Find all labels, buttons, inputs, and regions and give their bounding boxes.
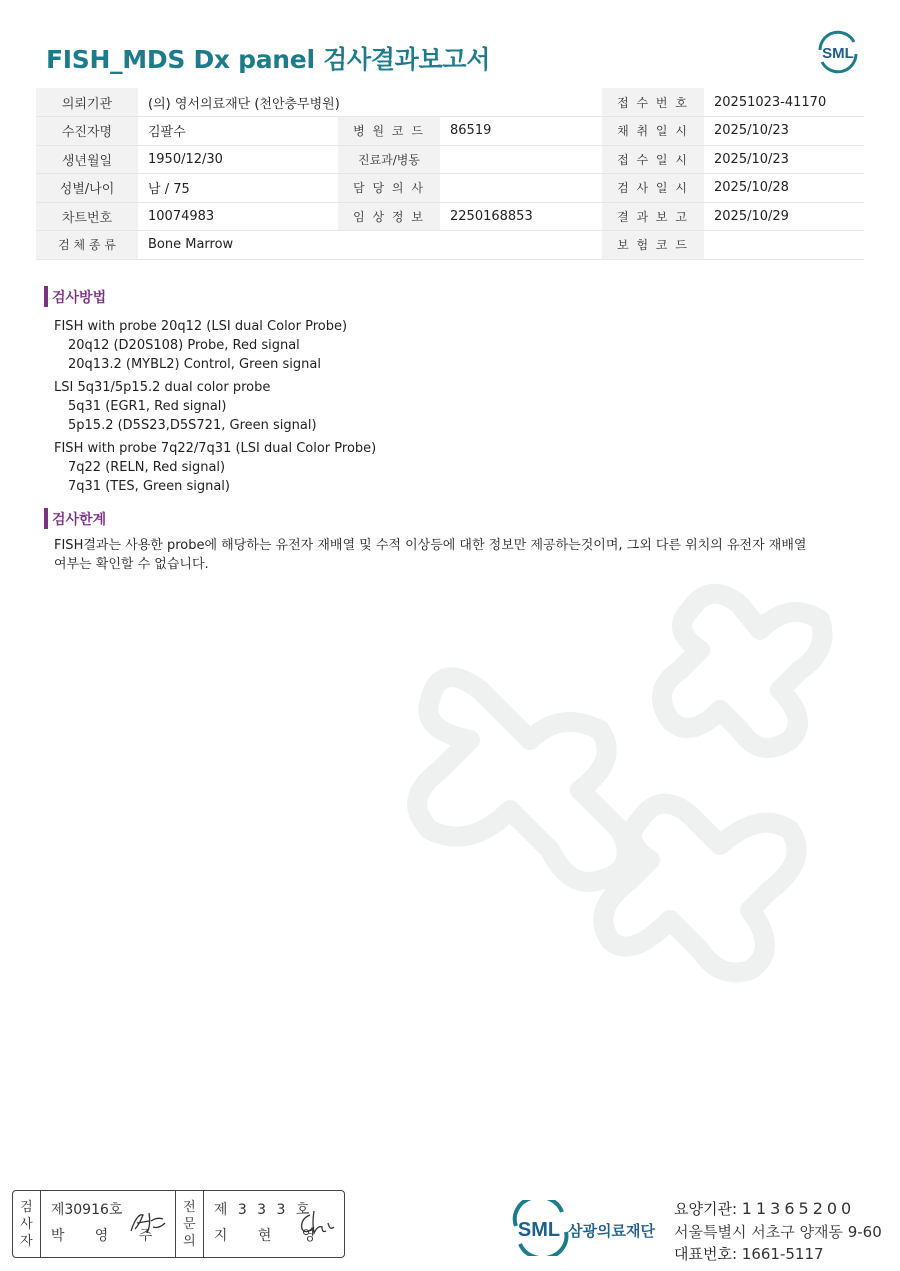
logo-text: SML (822, 45, 854, 62)
facility-code-line (674, 1198, 882, 1221)
limit-line: FISH결과는 사용한 probe에 해당하는 유전자 재배열 및 수적 이상등에 대한 정보만 제공하는것이며, 그외 다른 위치의 유전자 재배열 (54, 538, 807, 553)
tester-label-char: 사 (20, 1216, 33, 1232)
info-row (36, 202, 864, 231)
tester-name: 박 영 주 (50, 1228, 166, 1244)
value-sex-age: 남 / 75 (138, 174, 338, 203)
value-specimen: Bone Marrow (138, 231, 602, 260)
specialist-signature-icon (296, 1207, 336, 1237)
label-clinical-info: 임 상 정 보 (338, 202, 440, 231)
facility-code-value: 11365200 (741, 1199, 856, 1218)
tester-label-char: 자 (20, 1233, 33, 1249)
section-bar (44, 508, 48, 529)
value-hospital-code: 86519 (440, 117, 602, 146)
method-title: FISH with probe 20q12 (LSI dual Color Probe) (54, 319, 348, 334)
label-test-date: 검 사 일 시 (602, 174, 704, 203)
specialist-label-char: 문 (183, 1216, 196, 1232)
label-birth-date: 생년월일 (36, 145, 138, 174)
cross-watermark-icon (360, 560, 860, 1020)
method-line: 20q13.2 (MYBL2) Control, Green signal (68, 357, 321, 372)
label-collection-date: 채 취 일 시 (602, 117, 704, 146)
specialist-cell (204, 1191, 344, 1257)
sml-logo-icon (814, 28, 862, 76)
limit-heading (44, 508, 106, 529)
phone-value: 1661-5117 (741, 1245, 824, 1263)
label-receipt-no: 접 수 번 호 (602, 88, 704, 117)
value-doctor (440, 174, 602, 203)
value-result-report: 2025/10/29 (704, 202, 864, 231)
method-line: 5p15.2 (D5S23,D5S721, Green signal) (68, 418, 317, 433)
signature-box (12, 1190, 345, 1258)
tester-label-char: 검 (20, 1199, 33, 1215)
label-doctor: 담 당 의 사 (338, 174, 440, 203)
label-specimen: 검 체 종 류 (36, 231, 138, 260)
value-receipt-date: 2025/10/23 (704, 145, 864, 174)
info-row (36, 145, 864, 174)
value-insurance-code (704, 231, 864, 260)
specialist-license-no: 제 3 3 3 호 (213, 1202, 313, 1218)
footer-logo-text: SML (517, 1219, 561, 1241)
label-department: 진료과/병동 (338, 145, 440, 174)
specialist-label-char: 의 (183, 1233, 196, 1249)
method-group (54, 439, 376, 496)
section-bar (44, 286, 48, 307)
address-line: 서울특별시 서초구 양재동 9-60 (674, 1222, 882, 1241)
method-title: FISH with probe 7q22/7q31 (LSI dual Color Probe) (54, 441, 377, 456)
specialist-name: 지 현 영 (213, 1228, 329, 1244)
method-heading-text: 검사방법 (52, 289, 107, 306)
phone-label: 대표번호: (674, 1245, 738, 1263)
info-row (36, 174, 864, 203)
limit-heading-text: 검사한계 (52, 511, 107, 528)
method-title: LSI 5q31/5p15.2 dual color probe (54, 380, 271, 395)
specialist-label (176, 1191, 204, 1257)
info-row (36, 117, 864, 146)
value-test-date: 2025/10/28 (704, 174, 864, 203)
tester-label (13, 1191, 41, 1257)
value-chart-no: 10074983 (138, 202, 338, 231)
method-line: 5q31 (EGR1, Red signal) (68, 399, 227, 414)
tester-signature-icon (127, 1207, 167, 1237)
limit-line: 여부는 확인할 수 없습니다. (54, 557, 209, 572)
method-heading (44, 286, 106, 307)
info-row (36, 88, 864, 117)
info-row (36, 231, 864, 260)
label-sex-age: 성별/나이 (36, 174, 138, 203)
patient-info-table (36, 88, 864, 260)
contact-block (674, 1198, 882, 1266)
label-result-report: 결 과 보 고 (602, 202, 704, 231)
report-title: FISH_MDS Dx panel 검사결과보고서 (46, 45, 491, 74)
label-insurance-code: 보 험 코 드 (602, 231, 704, 260)
phone-line (674, 1243, 882, 1266)
method-group (54, 378, 376, 435)
label-institution: 의뢰기관 (36, 88, 138, 117)
value-collection-date: 2025/10/23 (704, 117, 864, 146)
tester-license-no: 제30916호 (50, 1202, 123, 1218)
footer-sml-logo-icon (510, 1200, 572, 1256)
label-chart-no: 차트번호 (36, 202, 138, 231)
method-group (54, 317, 376, 374)
label-patient-name: 수진자명 (36, 117, 138, 146)
value-clinical-info: 2250168853 (440, 202, 602, 231)
value-birth-date: 1950/12/30 (138, 145, 338, 174)
tester-cell (41, 1191, 176, 1257)
method-line: 20q12 (D20S108) Probe, Red signal (68, 338, 300, 353)
method-line: 7q22 (RELN, Red signal) (68, 460, 226, 475)
method-line: 7q31 (TES, Green signal) (68, 479, 230, 494)
specialist-label-char: 전 (183, 1199, 196, 1215)
label-hospital-code: 병 원 코 드 (338, 117, 440, 146)
value-department (440, 145, 602, 174)
value-institution: (의) 영서의료재단 (천안충무병원) (138, 88, 602, 117)
method-list (54, 317, 376, 500)
value-patient-name: 김팔수 (138, 117, 338, 146)
organization-name: 삼광의료재단 (568, 1222, 655, 1240)
label-receipt-date: 접 수 일 시 (602, 145, 704, 174)
facility-code-label: 요양기관: (674, 1200, 738, 1218)
value-receipt-no: 20251023-41170 (704, 88, 864, 117)
